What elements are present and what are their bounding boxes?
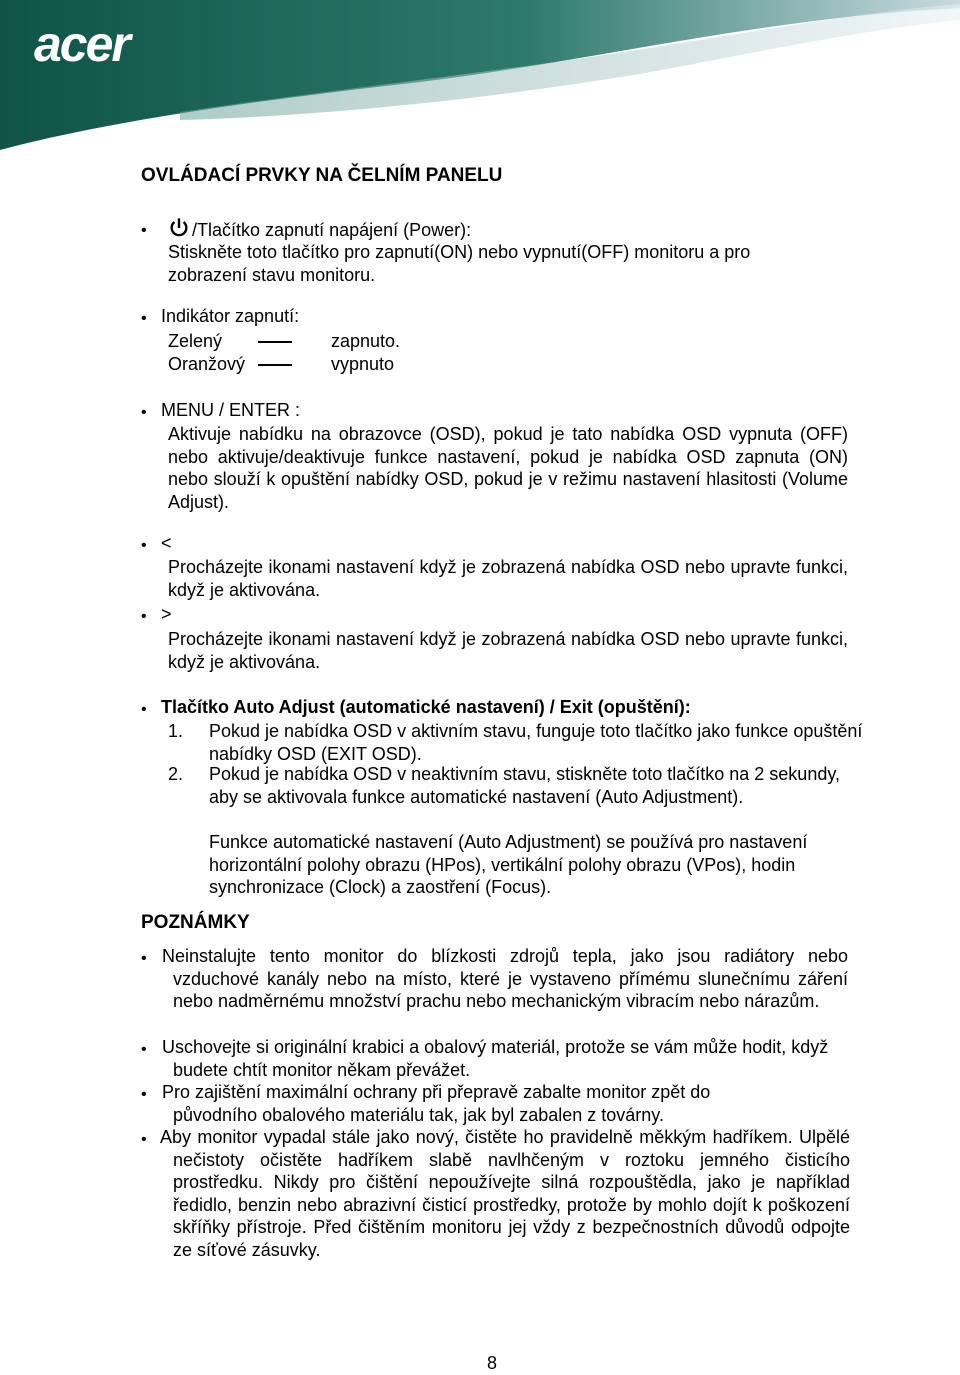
note-item-2 bbox=[162, 1036, 862, 1081]
indicator-state-on: zapnuto. bbox=[331, 331, 401, 351]
indicator-label: Indikátor zapnutí: bbox=[161, 306, 300, 326]
list-number: 1. bbox=[168, 721, 184, 741]
notes-title: POZNÁMKY bbox=[141, 912, 250, 933]
left-arrow-desc: Procházejte ikonami nastavení když je zobrazená nabídka OSD nebo upravte funkci, když je aktivována. bbox=[168, 557, 848, 600]
bullet: • bbox=[141, 608, 147, 625]
indicator-color-green: Zelený bbox=[168, 331, 223, 351]
auto-adjust-label: Tlačítko Auto Adjust (automatické nastavení) / Exit (opuštění): bbox=[161, 697, 691, 717]
note-item-3 bbox=[162, 1081, 792, 1126]
bullet: • bbox=[141, 1086, 147, 1103]
bullet: • bbox=[141, 537, 147, 554]
list-number: 2. bbox=[168, 764, 184, 784]
auto-adjust-extra: Funkce automatické nastavení (Auto Adjustment) se používá pro nastavení horizontální polohy obrazu (HPos), vertikální polohy obrazu (VPos), hodin synchronizace (Clock) a zaostření (Focus). bbox=[209, 832, 808, 897]
dash bbox=[258, 341, 292, 343]
power-desc-line2: zobrazení stavu monitoru. bbox=[168, 265, 376, 285]
power-desc-line1: Stiskněte toto tlačítko pro zapnutí(ON) nebo vypnutí(OFF) monitoru a pro bbox=[168, 242, 751, 262]
indicator-color-orange: Oranžový bbox=[168, 354, 246, 374]
menu-desc: Aktivuje nabídku na obrazovce (OSD), pokud je tato nabídka OSD vypnuta (OFF) nebo aktivuje/deaktivuje funkce nastavení, pokud je nabídka OSD zapnuta (ON) nebo slouží k opuštění nabídky OSD, pokud je v režimu nastavení hlasitosti (Volume Adjust). bbox=[168, 424, 848, 512]
bullet: • bbox=[141, 950, 147, 967]
dash bbox=[258, 364, 292, 366]
auto-adjust-item-2: Pokud je nabídka OSD v neaktivním stavu, stiskněte toto tlačítko na 2 sekundy, aby se aktivovala funkce automatické nastavení (Auto Adjustment). bbox=[209, 764, 841, 807]
power-label: /Tlačítko zapnutí napájení (Power): bbox=[192, 220, 472, 240]
note-item-2-text: Uschovejte si originální krabici a obalový materiál, protože se vám může hodit, když budete chtít monitor někam převážet. bbox=[162, 1037, 829, 1080]
note-item-4 bbox=[160, 1126, 850, 1261]
menu-label: MENU / ENTER : bbox=[161, 400, 301, 420]
left-arrow-label: < bbox=[161, 533, 172, 553]
bullet: • bbox=[141, 222, 147, 239]
right-arrow-label: > bbox=[161, 604, 172, 624]
bullet: • bbox=[141, 1131, 147, 1148]
page-title: OVLÁDACÍ PRVKY NA ČELNÍM PANELU bbox=[141, 165, 503, 186]
power-icon bbox=[168, 217, 190, 239]
acer-logo: acer bbox=[34, 16, 129, 72]
header-banner bbox=[0, 0, 960, 150]
note-item-1 bbox=[162, 945, 848, 1013]
bullet: • bbox=[141, 701, 147, 718]
page-number: 8 bbox=[487, 1353, 498, 1373]
auto-adjust-item-1: Pokud je nabídka OSD v aktivním stavu, funguje toto tlačítko jako funkce opuštění nabídky OSD (EXIT OSD). bbox=[209, 721, 863, 764]
bullet: • bbox=[141, 1041, 147, 1058]
indicator-state-off: vypnuto bbox=[331, 354, 395, 374]
header-wave-graphic bbox=[0, 0, 960, 150]
bullet: • bbox=[141, 404, 147, 421]
note-item-1-text: Neinstalujte tento monitor do blízkosti zdrojů tepla, jako jsou radiátory nebo vzduchové kanály nebo na místo, které je vystaveno přímému slunečnímu záření nebo nadměrnému množství prachu nebo mechanickým vibracím nebo nárazům. bbox=[162, 946, 848, 1011]
note-item-3-text: Pro zajištění maximální ochrany při přepravě zabalte monitor zpět do původního obalového materiálu tak, jak byl zabalen z továrny. bbox=[162, 1082, 711, 1125]
power-heading bbox=[168, 217, 848, 242]
bullet: • bbox=[141, 310, 147, 327]
right-arrow-desc: Procházejte ikonami nastavení když je zobrazená nabídka OSD nebo upravte funkci, když je aktivována. bbox=[168, 629, 848, 672]
note-item-4-text: Aby monitor vypadal stále jako nový, čistěte ho pravidelně měkkým hadříkem. Ulpělé nečistoty očistěte hadříkem slabě navlhčeným v roztoku jemného čisticího prostředku. Nikdy pro čištění nepoužívejte silná rozpouštědla, jako je například ředidlo, benzin nebo abrazivní čisticí prostředky, protože by mohlo dojít k poškození skříňky přístroje. Před čištěním monitoru jej vždy z bezpečnostních důvodů odpojte ze síťové zásuvky. bbox=[160, 1127, 850, 1260]
